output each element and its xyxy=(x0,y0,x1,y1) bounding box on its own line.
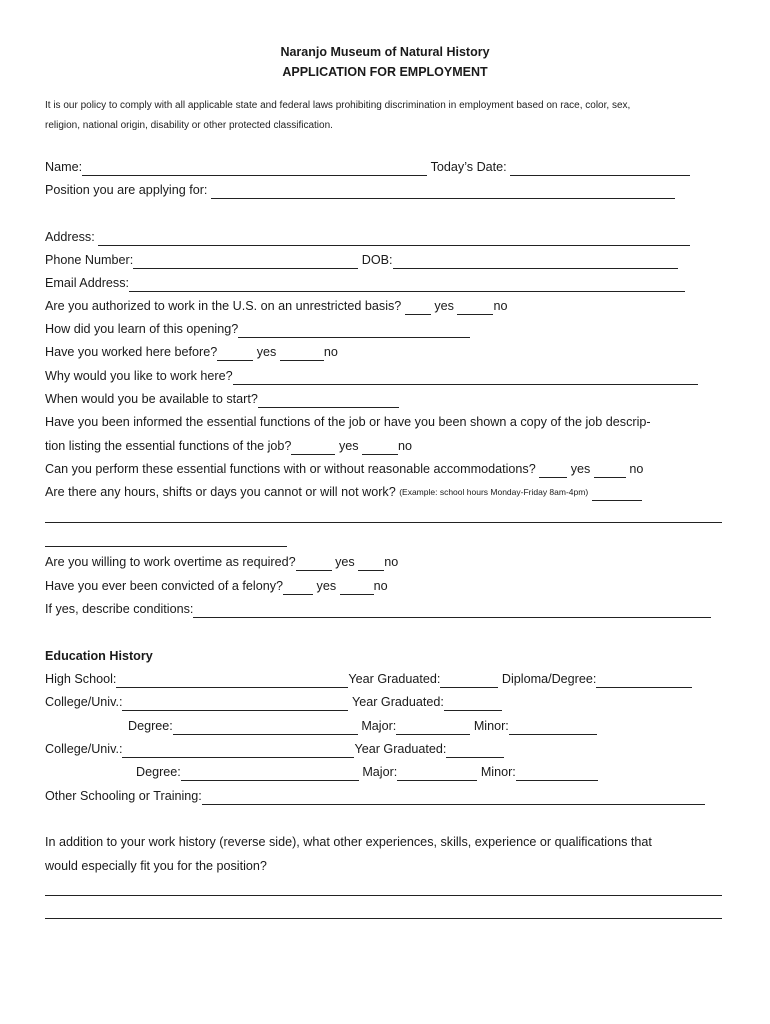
additional-line-1: In addition to your work history (reverse side), what other experiences, skills, experience or qualifications that xyxy=(45,835,652,849)
phone-field[interactable] xyxy=(133,254,358,269)
position-field[interactable] xyxy=(211,184,675,199)
informed-label-2: tion listing the essential functions of the job? xyxy=(45,439,292,453)
minor-2-field[interactable] xyxy=(516,766,598,781)
college-label: College/Univ.: xyxy=(45,695,123,709)
major-label: Major: xyxy=(361,719,397,733)
worked-before-no-field[interactable] xyxy=(280,346,324,361)
degree-1-field[interactable] xyxy=(173,720,358,735)
no-label: no xyxy=(629,462,644,476)
authorized-label: Are you authorized to work in the U.S. on an unrestricted basis? xyxy=(45,299,402,313)
authorized-yes-field[interactable] xyxy=(405,300,431,315)
informed-yes-field[interactable] xyxy=(291,440,335,455)
address-field[interactable] xyxy=(98,231,690,246)
org-name: Naranjo Museum of Natural History xyxy=(280,45,490,59)
why-row xyxy=(45,367,698,385)
dob-label: DOB: xyxy=(361,253,393,267)
education-heading: Education History xyxy=(45,649,153,663)
no-label: no xyxy=(373,579,388,593)
why-label: Why would you like to work here? xyxy=(45,369,233,383)
yes-label: yes xyxy=(316,579,337,593)
felony-yes-field[interactable] xyxy=(283,580,313,595)
college-2-year-field[interactable] xyxy=(446,743,504,758)
learn-row xyxy=(45,320,470,338)
position-row xyxy=(45,181,675,199)
perform-no-field[interactable] xyxy=(594,463,626,478)
yes-label: yes xyxy=(335,555,355,569)
diploma-field[interactable] xyxy=(596,673,692,688)
other-schooling-row xyxy=(45,787,705,805)
additional-line-2: would especially fit you for the position? xyxy=(45,859,267,873)
felony-label: Have you ever been convicted of a felony? xyxy=(45,579,284,593)
address-label: Address: xyxy=(45,230,95,244)
minor-label: Minor: xyxy=(480,765,516,779)
overtime-yes-field[interactable] xyxy=(296,556,332,571)
email-label: Email Address: xyxy=(45,276,129,290)
overtime-label: Are you willing to work overtime as required? xyxy=(45,555,296,569)
no-label: no xyxy=(323,345,338,359)
policy-line-1: It is our policy to comply with all applicable state and federal laws prohibiting discrimination in employment based on race, color, sex, xyxy=(45,100,631,111)
degree-2-field[interactable] xyxy=(181,766,359,781)
available-label: When would you be available to start? xyxy=(45,392,258,406)
available-field[interactable] xyxy=(258,393,399,408)
authorized-no-field[interactable] xyxy=(457,300,493,315)
overtime-no-field[interactable] xyxy=(358,556,384,571)
phone-row xyxy=(45,251,678,269)
if-yes-row xyxy=(45,600,711,618)
perform-row xyxy=(45,460,643,478)
college-1-year-field[interactable] xyxy=(444,696,502,711)
informed-label-1: Have you been informed the essential functions of the job or have you been shown a copy of the job descrip- xyxy=(45,415,651,429)
high-school-row xyxy=(45,670,692,688)
year-graduated-label: Year Graduated: xyxy=(351,695,444,709)
degree-2-row xyxy=(136,763,598,781)
major-2-field[interactable] xyxy=(397,766,477,781)
yes-label: yes xyxy=(434,299,454,313)
informed-row-1 xyxy=(45,413,651,431)
high-school-year-field[interactable] xyxy=(440,673,498,688)
college-1-row xyxy=(45,693,502,711)
yes-label: yes xyxy=(256,345,277,359)
learn-field[interactable] xyxy=(238,323,470,338)
year-graduated-label: Year Graduated: xyxy=(354,742,447,756)
other-schooling-field[interactable] xyxy=(202,790,705,805)
hours-example: (Example: school hours Monday-Friday 8am-4pm) xyxy=(399,487,589,497)
college-1-field[interactable] xyxy=(122,696,348,711)
hours-line-3[interactable] xyxy=(45,546,287,547)
why-field[interactable] xyxy=(233,370,698,385)
minor-1-field[interactable] xyxy=(509,720,597,735)
no-label: no xyxy=(384,555,399,569)
email-field[interactable] xyxy=(129,277,685,292)
perform-label: Can you perform these essential functions with or without reasonable accommodations? xyxy=(45,462,536,476)
hours-label: Are there any hours, shifts or days you cannot or will not work? xyxy=(45,485,396,499)
yes-label: yes xyxy=(570,462,591,476)
hours-row xyxy=(45,483,642,501)
policy-line-2: religion, national origin, disability or other protected classification. xyxy=(45,120,333,131)
major-1-field[interactable] xyxy=(396,720,470,735)
additional-answer-line-2[interactable] xyxy=(45,918,722,919)
degree-1-row xyxy=(128,717,597,735)
degree-label: Degree: xyxy=(136,765,181,779)
position-label: Position you are applying for: xyxy=(45,183,208,197)
year-graduated-label: Year Graduated: xyxy=(348,672,441,686)
dob-field[interactable] xyxy=(393,254,678,269)
todays-date-field[interactable] xyxy=(510,161,690,176)
email-row xyxy=(45,274,685,292)
learn-label: How did you learn of this opening? xyxy=(45,322,239,336)
high-school-field[interactable] xyxy=(116,673,348,688)
felony-no-field[interactable] xyxy=(340,580,374,595)
hours-field[interactable] xyxy=(592,486,642,501)
high-school-label: High School: xyxy=(45,672,117,686)
diploma-label: Diploma/Degree: xyxy=(501,672,597,686)
available-row xyxy=(45,390,399,408)
degree-label: Degree: xyxy=(128,719,173,733)
if-yes-label: If yes, describe conditions: xyxy=(45,602,194,616)
college-2-field[interactable] xyxy=(122,743,354,758)
minor-label: Minor: xyxy=(473,719,509,733)
worked-before-row xyxy=(45,343,338,361)
worked-before-label: Have you worked here before? xyxy=(45,345,218,359)
todays-date-label: Today’s Date: xyxy=(430,160,507,174)
hours-line-2[interactable] xyxy=(45,522,722,523)
no-label: no xyxy=(398,439,413,453)
other-schooling-label: Other Schooling or Training: xyxy=(45,789,202,803)
form-title: APPLICATION FOR EMPLOYMENT xyxy=(282,65,488,79)
major-label: Major: xyxy=(362,765,398,779)
yes-label: yes xyxy=(338,439,359,453)
no-label: no xyxy=(493,299,508,313)
if-yes-field[interactable] xyxy=(193,603,711,618)
authorized-row xyxy=(45,297,507,315)
name-row xyxy=(45,158,690,176)
name-field[interactable] xyxy=(82,161,427,176)
felony-row xyxy=(45,577,388,595)
overtime-row xyxy=(45,553,398,571)
informed-no-field[interactable] xyxy=(362,440,398,455)
perform-yes-field[interactable] xyxy=(539,463,567,478)
college-label: College/Univ.: xyxy=(45,742,123,756)
worked-before-yes-field[interactable] xyxy=(217,346,253,361)
phone-label: Phone Number: xyxy=(45,253,134,267)
informed-row-2 xyxy=(45,437,412,455)
college-2-row xyxy=(45,740,504,758)
address-row xyxy=(45,228,690,246)
additional-answer-line-1[interactable] xyxy=(45,895,722,896)
name-label: Name: xyxy=(45,160,83,174)
